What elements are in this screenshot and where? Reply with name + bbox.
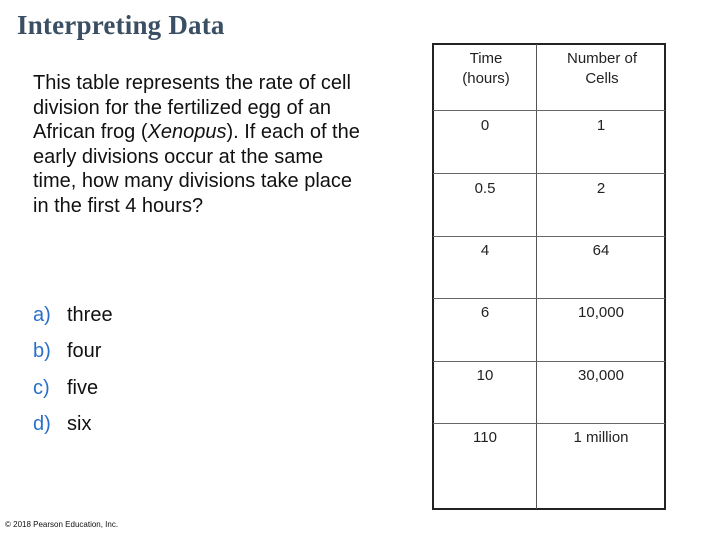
choice-d[interactable] — [33, 410, 113, 446]
copyright-notice: © 2018 Pearson Education, Inc. — [5, 520, 119, 529]
column-divider — [536, 44, 537, 509]
question-text — [33, 71, 363, 218]
time-cell: 110 — [473, 429, 497, 446]
slide-title: Interpreting Data — [17, 10, 225, 40]
cells-cell: 1 million — [573, 429, 629, 446]
row-divider — [433, 423, 665, 424]
row-divider — [433, 298, 665, 299]
choice-text: five — [67, 376, 99, 399]
cells-cell: 64 — [592, 242, 610, 259]
question-text-end: ). If each of the early divisions occur at the same time, how many divisions take place in the first 4 hours? — [33, 121, 360, 217]
answer-choices — [33, 301, 113, 446]
choice-b[interactable] — [33, 337, 113, 373]
header-time: Time (hours) — [462, 50, 510, 87]
time-cell: 6 — [480, 304, 490, 321]
species-name: Xenopus — [147, 121, 227, 143]
question-text-start: This table represents the rate of cell division for the fertilized egg of an African frog ( — [33, 72, 351, 143]
cells-cell: 30,000 — [578, 367, 624, 384]
header-divider — [433, 110, 665, 111]
cells-cell: 1 — [596, 117, 606, 134]
row-divider — [433, 173, 665, 174]
row-divider — [433, 236, 665, 237]
choice-text: four — [67, 340, 102, 363]
time-cell: 10 — [476, 367, 494, 384]
choice-letter: c) — [33, 376, 50, 399]
header-cells: Number of Cells — [566, 50, 638, 87]
choice-letter: a) — [33, 304, 51, 326]
time-cell: 0.5 — [474, 180, 496, 197]
choice-text: three — [67, 304, 113, 326]
time-cell: 4 — [480, 242, 490, 259]
cells-cell: 10,000 — [578, 304, 624, 321]
choice-text: six — [67, 412, 92, 435]
choice-c[interactable] — [33, 374, 113, 410]
choice-letter: b) — [33, 340, 51, 363]
time-cell: 0 — [480, 117, 490, 134]
row-divider — [433, 361, 665, 362]
cells-cell: 2 — [596, 180, 606, 197]
choice-letter: d) — [33, 412, 51, 435]
choice-a[interactable] — [33, 301, 113, 337]
